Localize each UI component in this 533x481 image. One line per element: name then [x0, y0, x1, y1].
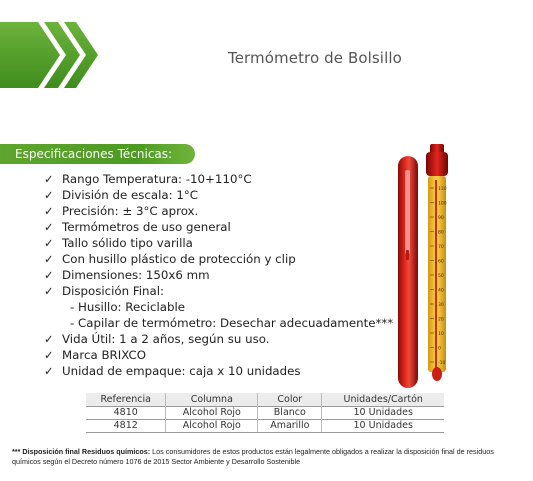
thermometer-product-image [378, 140, 488, 405]
table-cell: 4812 [86, 420, 166, 433]
scale-label: 0 [438, 346, 441, 352]
specs-section-bar [0, 144, 195, 164]
footnote [12, 447, 524, 467]
table-cell: Alcohol Rojo [166, 407, 258, 420]
check-icon: ✓ [44, 188, 54, 202]
check-icon: ✓ [44, 332, 54, 346]
check-icon: ✓ [44, 236, 54, 250]
specs-section-title: Especificaciones Técnicas: [15, 147, 173, 161]
scale-label: 60 [438, 259, 444, 265]
table-cell: Blanco [258, 407, 322, 420]
scale-label: 30 [438, 302, 444, 308]
scale-label: 40 [438, 288, 444, 294]
table-cell: 10 Unidades [322, 407, 444, 420]
spec-item: ✓ Dimensiones: 150x6 mm [44, 268, 210, 282]
header-chevron-logo [0, 22, 100, 88]
spec-sub-item: - Capilar de termómetro: Desechar adecuadamente*** [70, 316, 394, 330]
scale-label: -10 [438, 360, 446, 366]
table-header-columna: Columna [166, 393, 258, 407]
check-icon: ✓ [44, 284, 54, 298]
scale-label: 110 [438, 186, 447, 192]
spec-item: ✓ Disposición Final: [44, 284, 165, 298]
spec-item: ✓ Vida Útil: 1 a 2 años, según su uso. [44, 332, 270, 346]
spec-sub-item: - Husillo: Reciclable [70, 300, 185, 314]
table-header-referencia: Referencia [86, 393, 166, 407]
scale-label: 100 [438, 201, 447, 207]
check-icon: ✓ [44, 348, 54, 362]
footnote-text: Los consumidores de estos productos están legalmente obligados a realizar la disposición final de residuos químicos según el Decreto número 1076 de 2015 Sector Ambiente y Desarrollo Sostenible [12, 447, 494, 466]
check-icon: ✓ [44, 172, 54, 186]
product-table [86, 393, 444, 433]
table-header-row [86, 393, 444, 407]
scale-label: 90 [438, 215, 444, 221]
check-icon: ✓ [44, 204, 54, 218]
table-row [86, 420, 444, 433]
scale-label: 20 [438, 317, 444, 323]
check-icon: ✓ [44, 252, 54, 266]
spec-item: ✓ Rango Temperatura: -10+110°C [44, 172, 252, 186]
table-cell: Amarillo [258, 420, 322, 433]
page-title: Termómetro de Bolsillo [228, 49, 402, 67]
spec-item: ✓ Precisión: ± 3°C aprox. [44, 204, 199, 218]
spec-item: ✓ Tallo sólido tipo varilla [44, 236, 193, 250]
scale-label: 70 [438, 244, 444, 250]
table-header-color: Color [258, 393, 322, 407]
spec-item: ✓ Con husillo plástico de protección y clip [44, 252, 296, 266]
check-icon: ✓ [44, 220, 54, 234]
check-icon: ✓ [44, 268, 54, 282]
table-cell: Alcohol Rojo [166, 420, 258, 433]
scale-label: 50 [438, 273, 444, 279]
table-row [86, 407, 444, 420]
check-icon: ✓ [44, 364, 54, 378]
spec-item: ✓ Marca BRIXCO [44, 348, 146, 362]
scale-label: 80 [438, 230, 444, 236]
table-cell: 10 Unidades [322, 420, 444, 433]
spec-list [44, 171, 394, 379]
spec-item: ✓ Unidad de empaque: caja x 10 unidades [44, 364, 301, 378]
footnote-label: *** Disposición final Residuos químicos: [12, 447, 151, 456]
spec-item: ✓ Termómetros de uso general [44, 220, 231, 234]
table-cell: 4810 [86, 407, 166, 420]
spec-item: ✓ División de escala: 1°C [44, 188, 198, 202]
table-header-unidades: Unidades/Cartón [322, 393, 444, 407]
scale-label: 10 [438, 331, 444, 337]
